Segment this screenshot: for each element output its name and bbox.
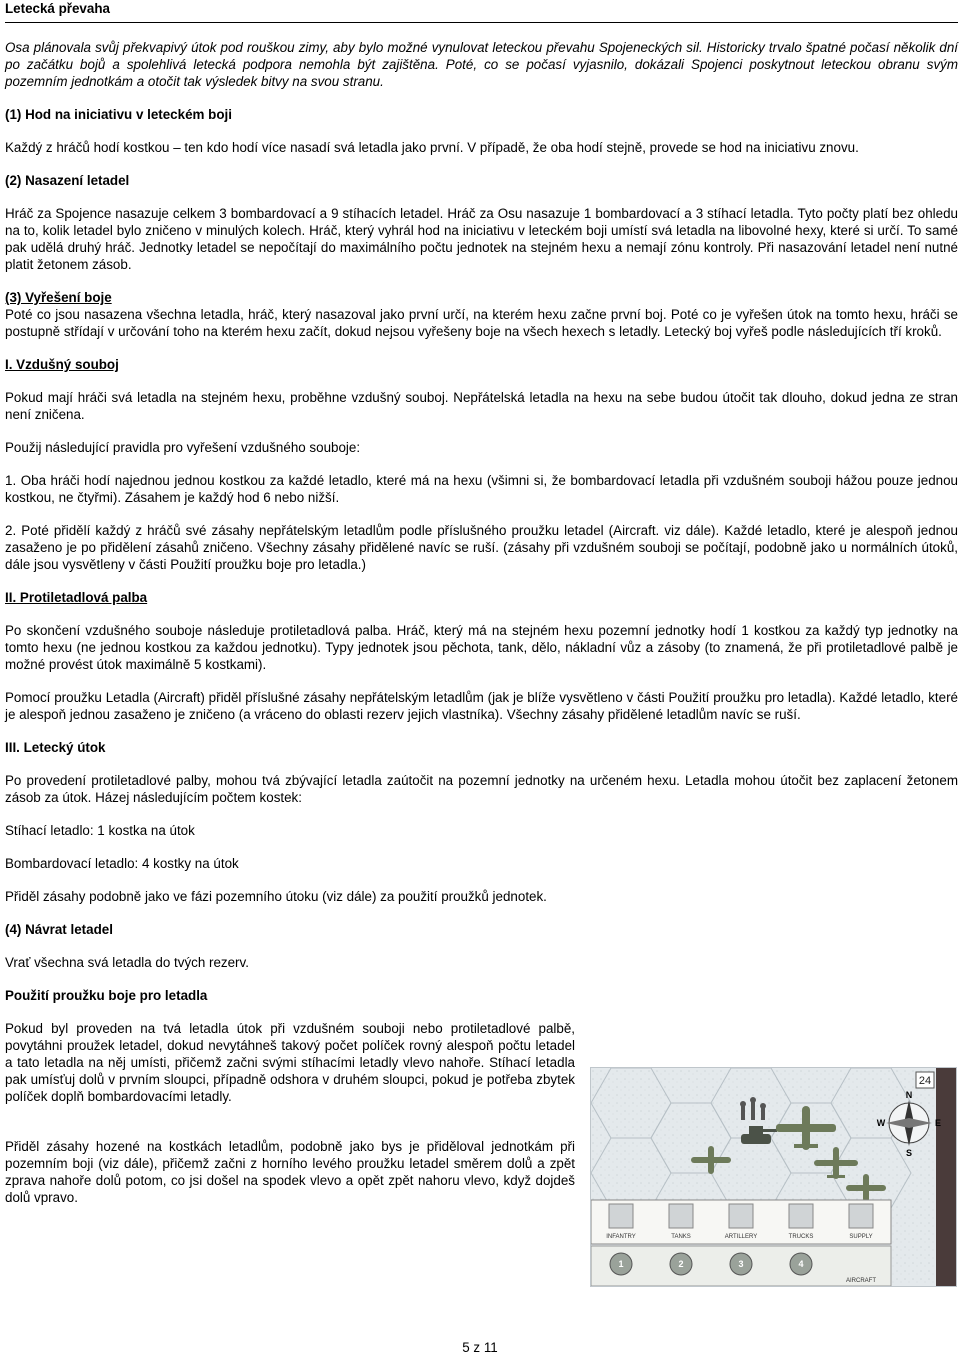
slot-number-1: 1: [618, 1259, 624, 1269]
intro-paragraph: Osa plánovala svůj překvapivý útok pod rouškou zimy, aby bylo možné vynulovat leteckou převahu Spojeneckých sil. Historicky trvalo špatné počasí několik dní po začátku bojů a spolehlivá letecká podpora nemohla být zajištěna. Poté, co se počasí vyjasnilo, dokázali Spojenci poskytnout leteckou obranu svým pozemním jednotkám a otočit tak výsledek bitvy na svou stranu.: [5, 40, 958, 89]
track-label-tanks: TANKS: [671, 1234, 691, 1240]
dogfight-p3: 1. Oba hráči hodí najednou jednou kostkou za každé letadlo, které má na hexu (všimni si, že bombardovací letadla při vzdušném souboji hážou pouze jednou kostkou, ne čtyřmi). Zásahem je každý hod 6 nebo nižší.: [5, 473, 958, 505]
heading-air-attack: III. Letecký útok: [5, 740, 106, 755]
aircraft-track-p1: Pokud byl proveden na tvá letadla útok při vzdušném souboji nebo protiletadlové palbě, povytáhni proužek letadel, dokud nevytáhneš takový počet políček rovný alespoň počtu letadel a tato letadla na něj umísti, přičemž začni svými stíhacími letadly vlevo nahoře. Stíhací letadla pak umísťuj dolů v prvním sloupci, případně odshora v druhém sloupci, pokud je potřeba zbytek políček doplň bombardovacími letadly.: [5, 1021, 575, 1104]
heading-aircraft-track: Použití proužku boje pro letadla: [5, 988, 208, 1003]
heading-resolution: (3) Vyřešení boje: [5, 290, 112, 305]
slot-number-2: 2: [678, 1259, 684, 1269]
board-edge: [936, 1068, 956, 1286]
track-label-trucks: TRUCKS: [788, 1234, 814, 1240]
compass-n: N: [905, 1090, 913, 1100]
slot-number-4: 4: [798, 1259, 804, 1269]
heading-antiaircraft: II. Protiletadlová palba: [5, 590, 148, 605]
heading-deployment: (2) Nasazení letadel: [5, 173, 130, 188]
deployment-text: Hráč za Spojence nasazuje celkem 3 bombardovací a 9 stíhacích letadel. Hráč za Osu nasazuje 1 bombardovací a 3 stíhací letadla. Tyto počty platí bez ohledu na to, kolik letadel bylo zničeno v minulých kolech. Hráč, který vyhrál hod na iniciativu v leteckém boji umístí svá letadla na libovolné hexy, které si určí. To samé pak udělá druhý hráč. Jednotky letadel se nepočítají do maximálního počtu jednotek na stejném hexu a nemají zónu kontroly. Při nasazování letadel není nutné platit žetonem zásob.: [5, 206, 958, 272]
compass-e: E: [934, 1118, 942, 1128]
compass-w: W: [876, 1118, 886, 1128]
air-attack-p1: Po provedení protiletadlové palby, mohou tvá zbývající letadla zaútočit na pozemní jednotky na určeném hexu. Letadla mohou útočit bez zaplacení žetonem zásob za útok. Házej následujícím počtem kostek:: [5, 773, 958, 805]
track-label-infantry: INFANTRY: [606, 1234, 636, 1240]
return-text: Vrať všechna svá letadla do tvých rezerv.: [5, 955, 249, 970]
game-board-svg: [591, 1068, 956, 1286]
page-number: 5 z 11: [462, 1340, 498, 1355]
resolution-text: Poté co jsou nasazena všechna letadla, hráč, který nasazoval jako první určí, na kterém hexu začne první boj. Poté co je vyřešen útok na tomto hexu, hráči se postupně střídají v určování toho na kterém hexu začít, dokud nejsou vyřešeny boje na všech hexech s letadly. Letecký boj vyřeš podle následujících tří kroků.: [5, 307, 958, 339]
board-number: 24: [918, 1075, 932, 1087]
initiative-text: Každý z hráčů hodí kostkou – ten kdo hodí více nasadí svá letadla jako první. V případě, že oba hodí stejně, provede se hod na iniciativu znovu.: [5, 140, 859, 155]
document-page: [5, 0, 958, 1206]
track-label-artillery: ARTILLERY: [724, 1234, 758, 1240]
air-attack-p4: Přiděl zásahy podobně jako ve fázi pozemního útoku (viz dále) za použití proužků jednotek.: [5, 889, 547, 904]
heading-initiative: (1) Hod na iniciativu v leteckém boji: [5, 107, 232, 122]
air-attack-p3: Bombardovací letadlo: 4 kostky na útok: [5, 856, 239, 871]
game-board-image: [590, 1067, 957, 1287]
air-attack-p2: Stíhací letadlo: 1 kostka na útok: [5, 823, 195, 838]
aircraft-track-p2: Přiděl zásahy hozené na kostkách letadlům, podobně jako bys je přiděloval jednotkám při pozemním boji (viz dále), přičemž začni z horního levého proužku letadel směrem dolů a zpět zprava nahoře dolů potom, co jsi došel na spodek vlevo a opět zpět nahoru vlevo, když dojdeš dolů vpravo.: [5, 1139, 575, 1205]
dogfight-p2: Použij následující pravidla pro vyřešení vzdušného souboje:: [5, 440, 361, 455]
track-label-supply: SUPPLY: [849, 1234, 873, 1240]
dogfight-p1: Pokud mají hráči svá letadla na stejném hexu, proběhne vzdušný souboj. Nepřátelská letadla na hexu na sebe budou útočit tak dlouho, dokud jedna ze stran není zničena.: [5, 390, 958, 422]
aircraft-track-label: AIRCRAFT: [846, 1278, 876, 1284]
dogfight-p4: 2. Poté přidělí každý z hráčů své zásahy nepřátelským letadlům podle příslušného proužku letadel (Aircraft. viz dále). Každé letadlo, které je alespoň jednou zasaženo je po přidělení zásahů zničeno. Všechny zásahy přidělené navíc se ruší. (zásahy při vzdušném souboji se počítají, podobně jako u normálních útoků, dále jsou vysvětleny v části Použití proužku boje pro letadla.): [5, 523, 958, 572]
page-title: Letecká převaha: [5, 1, 958, 23]
compass-s: S: [905, 1148, 913, 1158]
heading-dogfight: I. Vzdušný souboj: [5, 357, 119, 372]
antiaircraft-p1: Po skončení vzdušného souboje následuje protiletadlová palba. Hráč, který má na stejném hexu pozemní jednotky hodí 1 kostkou za každý typ jednotky na tomto hexu (ne jednou kostkou za každou jednotku). Typy jednotek jsou pěchota, tank, dělo, nákladní vůz a zásoby (to znamená, že při protiletadlové palbě je možné provést útok maximálně 5 kostkami).: [5, 623, 958, 672]
heading-return: (4) Návrat letadel: [5, 922, 113, 937]
slot-number-3: 3: [738, 1259, 744, 1269]
antiaircraft-p2: Pomocí proužku Letadla (Aircraft) přiděl příslušné zásahy nepřátelským letadlům (jak je blíže vysvětleno v části Použití proužku pro letadla). Každé letadlo, které je alespoň jednou zasaženo je zničeno (a vráceno do oblasti rezerv jejich vlastníka). Všechny zásahy přidělené letadlům navíc se ruší.: [5, 690, 958, 722]
